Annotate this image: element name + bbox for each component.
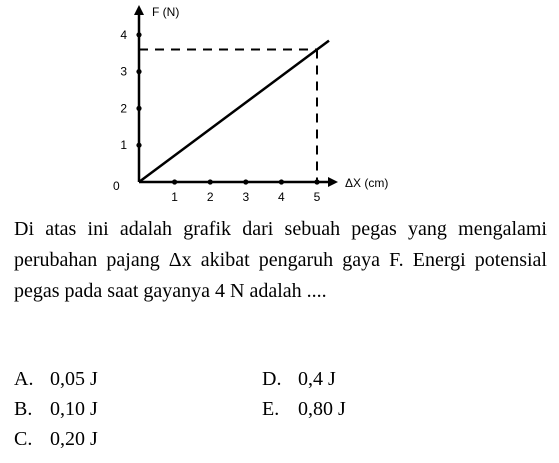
- y-tick-label-4: 4: [120, 27, 127, 42]
- option-b-letter: B.: [14, 398, 33, 420]
- force-extension-graph: [0, 0, 559, 205]
- option-c-value: 0,20 J: [50, 428, 98, 450]
- y-tick-2: [136, 106, 141, 111]
- x-tick-label-2: 2: [206, 190, 214, 204]
- x-tick-label-1: 1: [171, 190, 178, 204]
- y-tick-label-3: 3: [120, 64, 127, 79]
- option-a-value: 0,05 J: [50, 368, 98, 390]
- option-d-value: 0,4 J: [298, 368, 336, 390]
- x-axis-label: ΔX (cm): [345, 176, 389, 190]
- option-b-value: 0,10 J: [50, 398, 98, 420]
- option-a-letter: A.: [14, 368, 34, 390]
- axes: [134, 5, 338, 187]
- x-tick-4: [279, 179, 284, 184]
- y-tick-1: [136, 143, 141, 148]
- y-tick-4: [136, 32, 141, 37]
- x-axis-arrow: [328, 177, 338, 187]
- y-tick-3: [136, 69, 141, 74]
- y-axis-arrow: [134, 5, 144, 15]
- x-tick-label-5: 5: [313, 190, 321, 204]
- x-tick-label-3: 3: [242, 190, 250, 204]
- y-axis-label: F (N): [152, 5, 180, 19]
- option-e[interactable]: [262, 398, 346, 421]
- option-d[interactable]: [262, 368, 336, 391]
- option-d-letter: D.: [262, 368, 282, 390]
- option-b[interactable]: [14, 398, 98, 421]
- y-tick-label-1: 1: [120, 138, 127, 153]
- y-tick-label-2: 2: [120, 101, 127, 116]
- option-e-letter: E.: [262, 398, 280, 420]
- force-extension-line: [139, 41, 329, 182]
- option-c-letter: C.: [14, 428, 33, 450]
- x-tick-1: [172, 179, 177, 184]
- x-tick-label-4: 4: [278, 190, 285, 204]
- origin-label: 0: [113, 179, 120, 193]
- question-text: Di atas ini adalah grafik dari sebuah pegas yang mengalami perubahan pajang Δx akibat pengaruh gaya F. Energi potensial pegas pada saat gayanya 4 N adalah ....: [14, 218, 547, 302]
- option-a[interactable]: [14, 368, 98, 391]
- option-e-value: 0,80 J: [298, 398, 346, 420]
- x-tick-3: [243, 179, 248, 184]
- x-tick-2: [208, 179, 213, 184]
- option-c[interactable]: [14, 428, 98, 451]
